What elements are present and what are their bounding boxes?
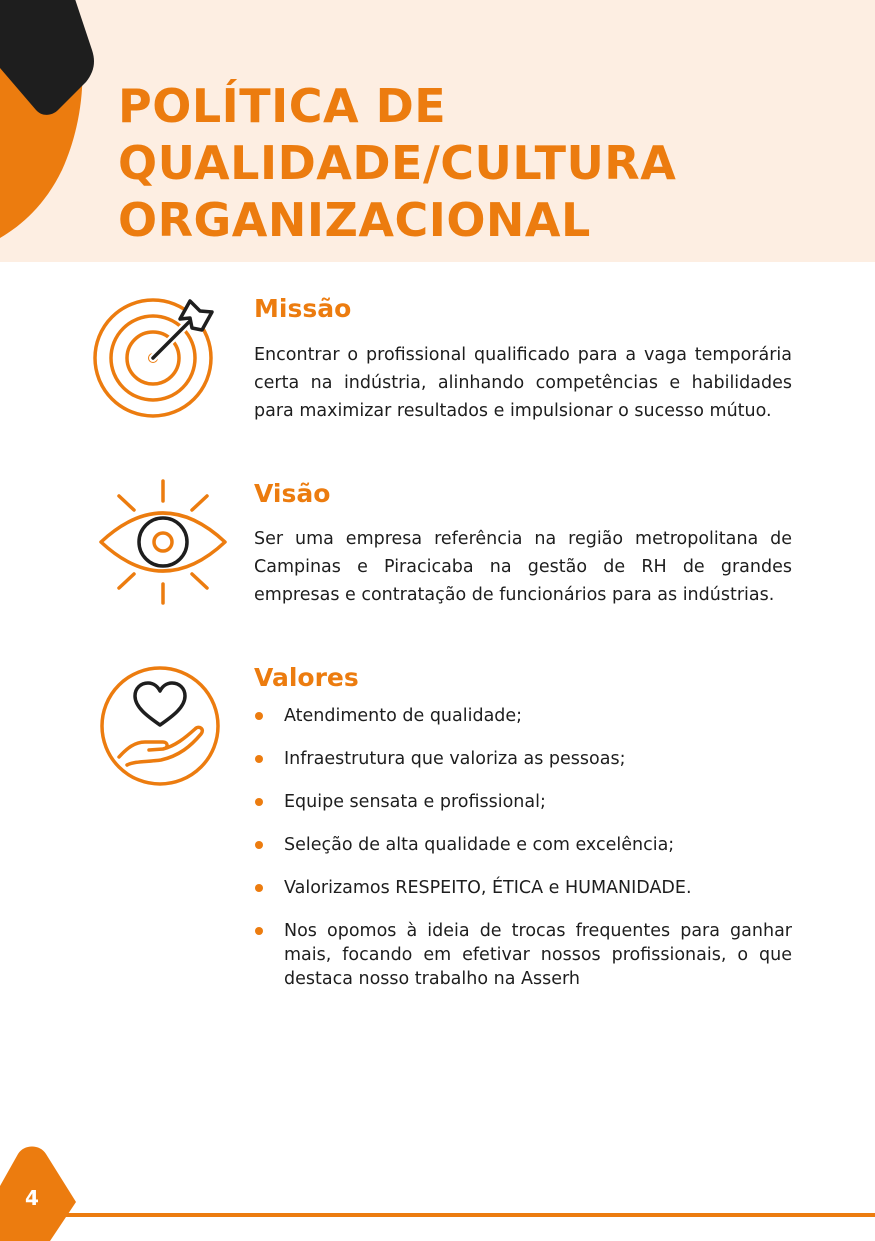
bullet-icon xyxy=(255,927,263,935)
visao-title: Visão xyxy=(254,479,331,508)
list-item-text: Infraestrutura que valoriza as pessoas; xyxy=(284,749,626,769)
eye-icon xyxy=(97,478,231,608)
page-header xyxy=(0,0,875,262)
missao-text: Encontrar o profissional qualificado para a vaga temporária certa na indústria, alinhando competências e habilidades para maximizar resultados e impulsionar o sucesso mútuo. xyxy=(254,345,792,421)
bullet-icon xyxy=(255,841,263,849)
visao-text: Ser uma empresa referência na região metropolitana de Campinas e Piracicaba na gestão de RH de grandes empresas e contratação de funcionários para as indústrias. xyxy=(254,529,792,605)
missao-title: Missão xyxy=(254,294,352,323)
list-item xyxy=(254,747,792,771)
list-item-text: Atendimento de qualidade; xyxy=(284,706,523,726)
page-number: 4 xyxy=(25,1186,39,1210)
footer-divider xyxy=(40,1213,875,1217)
list-item-text: Equipe sensata e profissional; xyxy=(284,792,546,812)
bullet-icon xyxy=(255,712,263,720)
bullet-icon xyxy=(255,755,263,763)
list-item xyxy=(254,833,792,857)
list-item xyxy=(254,919,792,991)
list-item xyxy=(254,790,792,814)
values-list xyxy=(254,704,792,1010)
list-item-text: Nos opomos à ideia de trocas frequentes para ganhar mais, focando em efetivar nossos profissionais, o que destaca nosso trabalho na Asserh xyxy=(284,921,792,989)
valores-title: Valores xyxy=(254,663,359,692)
target-arrow-icon xyxy=(92,295,222,425)
list-item-text: Valorizamos RESPEITO, ÉTICA e HUMANIDADE. xyxy=(284,878,692,898)
page-title: POLÍTICA DE QUALIDADE/CULTURA ORGANIZACIONAL xyxy=(118,79,677,247)
heart-hand-icon xyxy=(99,664,223,788)
list-item xyxy=(254,704,792,728)
bullet-icon xyxy=(255,884,263,892)
list-item-text: Seleção de alta qualidade e com excelência; xyxy=(284,835,675,855)
bullet-icon xyxy=(255,798,263,806)
list-item xyxy=(254,876,792,900)
